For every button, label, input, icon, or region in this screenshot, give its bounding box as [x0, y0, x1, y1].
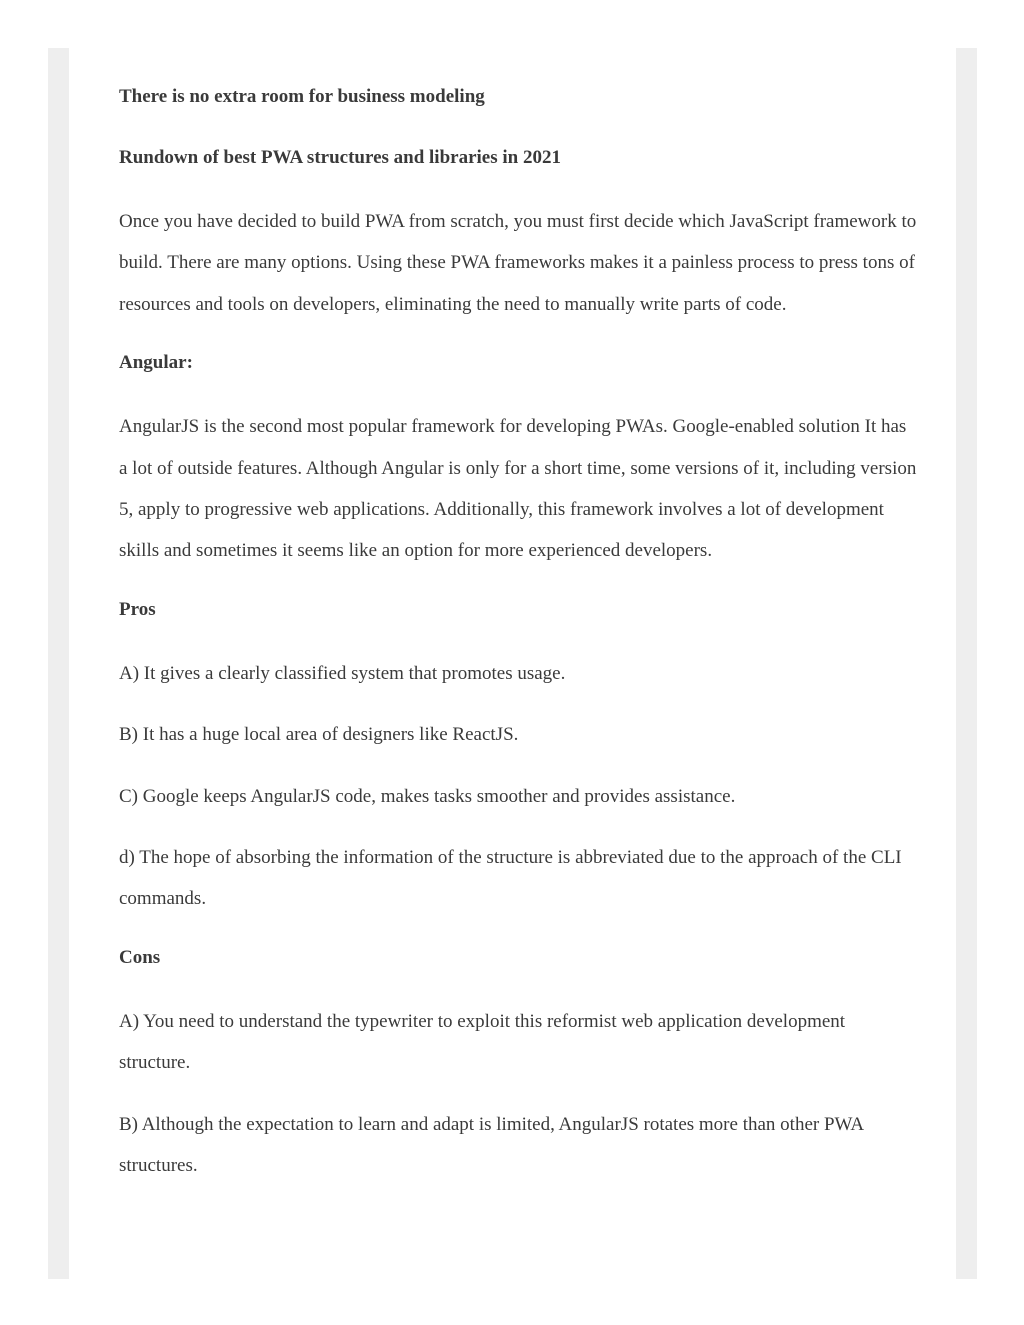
cons-item-b: B) Although the expectation to learn and adapt is limited, AngularJS rotates more than other PWA structures. — [119, 1113, 864, 1177]
left-page-gutter — [48, 48, 69, 1279]
heading-no-extra-room: There is no extra room for business modeling — [119, 86, 485, 107]
heading-rundown: Rundown of best PWA structures and libraries in 2021 — [119, 147, 561, 168]
pros-item-a: A) It gives a clearly classified system that promotes usage. — [119, 662, 566, 684]
intro-paragraph: Once you have decided to build PWA from scratch, you must first decide which JavaScript framework to build. There are many options. Using these PWA frameworks makes it a painless process to press tons of resources and tools on developers, eliminating the need to manually write parts of code. — [119, 211, 917, 315]
pros-item-d: d) The hope of absorbing the information of the structure is abbreviated due to the approach of the CLI commands. — [119, 847, 902, 910]
pros-item-b: B) It has a huge local area of designers like ReactJS. — [119, 724, 519, 746]
heading-pros: Pros — [119, 598, 156, 620]
angular-paragraph: AngularJS is the second most popular framework for developing PWAs. Google-enabled solution It has a lot of outside features. Although Angular is only for a short time, some versions of it, including version 5, apply to progressive web applications. Additionally, this framework involves a lot of development skills and sometimes it seems like an option for more experienced developers. — [119, 416, 917, 562]
heading-cons: Cons — [119, 946, 161, 968]
heading-angular: Angular: — [119, 352, 193, 374]
article-body — [119, 79, 919, 1207]
right-page-gutter — [956, 48, 977, 1279]
cons-item-a: A) You need to understand the typewriter to exploit this reformist web application development structure. — [119, 1010, 846, 1074]
pros-item-c: C) Google keeps AngularJS code, makes tasks smoother and provides assistance. — [119, 785, 736, 807]
